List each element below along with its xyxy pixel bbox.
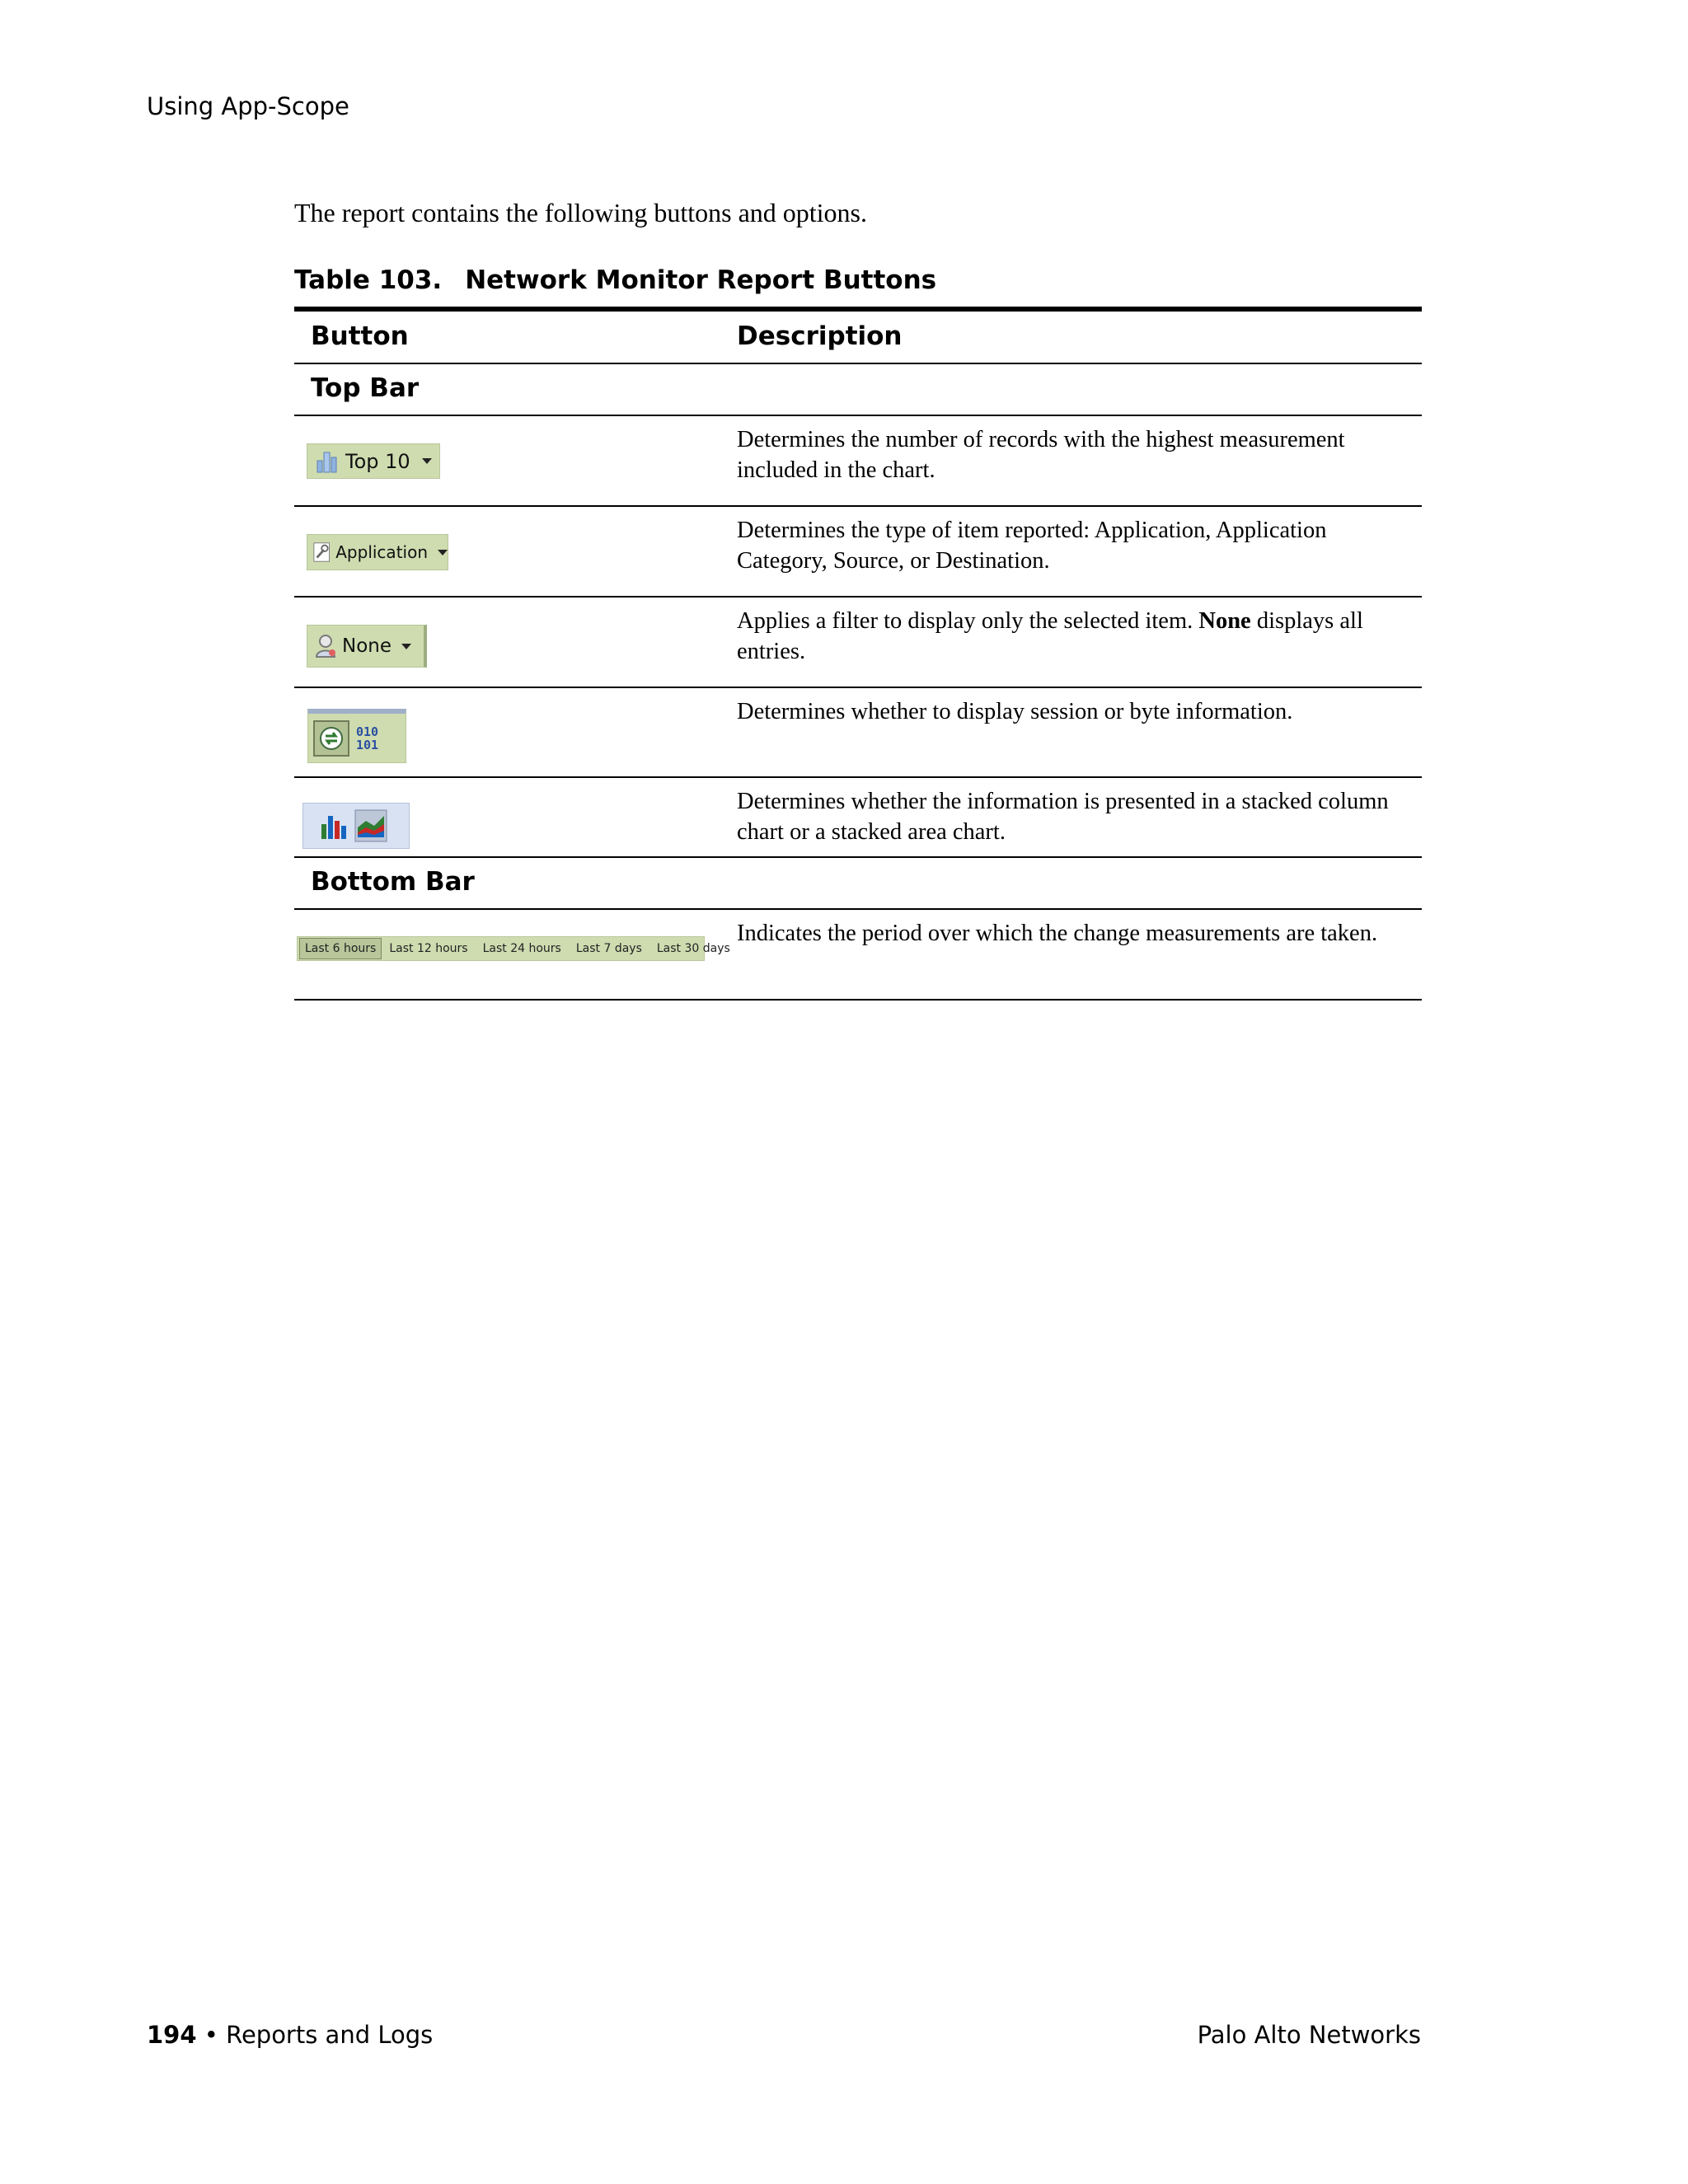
description-bold-term: None	[1198, 608, 1251, 634]
table-row	[294, 507, 1422, 596]
session-arrows-icon	[318, 725, 345, 752]
table-row	[294, 598, 1422, 687]
stacked-area-chart-icon[interactable]	[354, 809, 387, 842]
description-text: displays all entries.	[737, 608, 1363, 664]
section-row-bottom-bar	[294, 858, 1422, 908]
top-10-button[interactable]	[307, 443, 440, 479]
table-number: Table 103.	[294, 265, 443, 295]
description-text: Applies a filter to display only the selected item.	[737, 608, 1199, 634]
column-header-description: Description	[737, 321, 903, 351]
time-option-last-12-hours[interactable]: Last 12 hours	[389, 942, 468, 955]
none-label: None	[342, 635, 392, 657]
table-row	[294, 416, 1422, 505]
table-row	[294, 778, 1422, 856]
byte-button[interactable]	[356, 725, 378, 752]
table-row	[294, 688, 1422, 776]
footer-bullet: •	[204, 2021, 218, 2049]
top-10-label: Top 10	[345, 449, 410, 473]
bar-chart-icon	[316, 449, 339, 474]
page-number: 194	[147, 2021, 197, 2049]
chart-type-toggle[interactable]	[302, 803, 410, 849]
byte-icon-text: 010	[356, 724, 379, 739]
description-cell: Determines whether to display session or byte information.	[737, 699, 1293, 724]
description-cell: Indicates the period over which the change measurements are taken.	[737, 921, 1378, 946]
chevron-down-icon	[422, 458, 432, 464]
wrench-icon	[312, 540, 332, 565]
table-title: Network Monitor Report Buttons	[465, 265, 937, 295]
time-option-last-6-hours[interactable]: Last 6 hours	[299, 938, 382, 959]
running-header: Using App-Scope	[147, 92, 349, 120]
buttons-table	[294, 307, 1422, 1001]
time-option-last-30-days[interactable]: Last 30 days	[656, 942, 730, 955]
section-row-top-bar	[294, 364, 1422, 415]
time-range-bar	[297, 936, 730, 961]
footer-section: Reports and Logs	[226, 2021, 434, 2049]
session-byte-toggle[interactable]	[307, 709, 406, 763]
stacked-column-chart-icon[interactable]	[318, 809, 351, 842]
table-caption	[294, 265, 936, 295]
application-label: Application	[335, 542, 428, 562]
chevron-down-icon	[438, 550, 448, 555]
description-cell	[737, 606, 1413, 667]
section-label-bottom-bar: Bottom Bar	[311, 867, 475, 897]
none-filter-button[interactable]	[307, 625, 427, 668]
description-cell: Determines whether the information is presented in a stacked column chart or a stacked area chart.	[737, 789, 1389, 845]
column-header-button: Button	[311, 321, 409, 351]
chevron-down-icon	[401, 644, 411, 649]
session-button[interactable]	[313, 720, 349, 757]
time-option-last-24-hours[interactable]: Last 24 hours	[482, 942, 561, 955]
table-row	[294, 910, 1422, 999]
byte-icon-text: 101	[356, 737, 379, 752]
table-header-row	[294, 312, 1422, 363]
footer-page-info	[147, 2021, 433, 2049]
application-button[interactable]	[307, 534, 448, 570]
footer-company: Palo Alto Networks	[1197, 2021, 1421, 2049]
time-option-last-7-days[interactable]: Last 7 days	[575, 942, 642, 955]
table-bottom-rule	[294, 999, 1422, 1001]
description-cell: Determines the type of item reported: Application, Application Category, Source, or Destination.	[737, 518, 1327, 574]
description-cell: Determines the number of records with the highest measurement included in the chart.	[737, 427, 1345, 483]
user-icon	[314, 633, 339, 659]
section-label-top-bar: Top Bar	[311, 373, 420, 403]
intro-paragraph: The report contains the following buttons and options.	[294, 198, 867, 227]
